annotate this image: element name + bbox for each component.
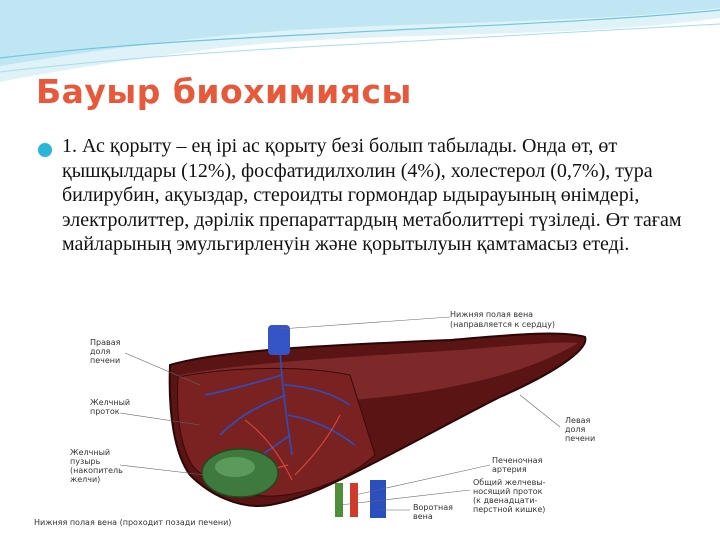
label-right-lobe-2: доля: [90, 347, 111, 356]
liver-anatomy-diagram: [30, 305, 610, 530]
label-hepatic-artery-2: артерия: [492, 465, 527, 474]
bullet-icon: [38, 143, 52, 157]
label-common-duct-4: перстной кишке): [473, 505, 546, 514]
label-bile-duct-2: проток: [90, 407, 120, 416]
label-right-lobe-3: печени: [90, 356, 121, 365]
label-gallbladder-4: желчи): [70, 475, 101, 484]
label-ivc-bottom: Нижняя полая вена (проходит позади печени): [34, 518, 232, 527]
portal-vein-shape: [370, 480, 386, 518]
label-common-duct-3: (к двенадцати-: [473, 496, 538, 505]
label-right-lobe-1: Правая: [90, 338, 121, 347]
label-hepatic-artery-1: Печеночная: [492, 456, 543, 465]
slide-body-text: 1. Ас қорыту – ең ірі ас қорыту безі болып табылады. Онда өт, өт қышқылдары (12%), фосфатидилхолин (4%), холестерол (0,7%), тура билирубин, ақуыздар, стероидты гормондар ыдырауының өнімдері, электролиттер, дәрілік препараттардың метаболиттері түзіледі. Өт тағам майларының эмульгирленуін және қорытылуын қамтамасыз етеді.: [62, 135, 682, 256]
label-gallbladder-2: пузырь: [70, 457, 101, 466]
inferior-vena-cava-top: [268, 325, 290, 355]
label-gallbladder-3: (накопитель: [70, 466, 123, 475]
label-common-duct-2: носящий проток: [473, 487, 543, 496]
label-ivc-top-2: (направляется к сердцу): [450, 320, 556, 329]
label-ivc-top-1: Нижняя полая вена: [450, 310, 534, 319]
label-portal-vein-1: Воротная: [413, 503, 453, 512]
common-bile-duct-shape: [335, 483, 343, 517]
label-left-lobe-2: доля: [565, 425, 586, 434]
hepatic-artery-shape: [350, 483, 358, 517]
label-gallbladder-1: Желчный: [70, 448, 111, 457]
label-left-lobe-3: печени: [565, 434, 596, 443]
label-portal-vein-2: вена: [413, 512, 433, 521]
label-left-lobe-1: Левая: [565, 416, 591, 425]
slide-title: Бауыр биохимиясы: [36, 72, 412, 111]
label-common-duct-1: Общий желчевы-: [473, 478, 546, 487]
label-bile-duct-1: Желчный: [90, 398, 131, 407]
